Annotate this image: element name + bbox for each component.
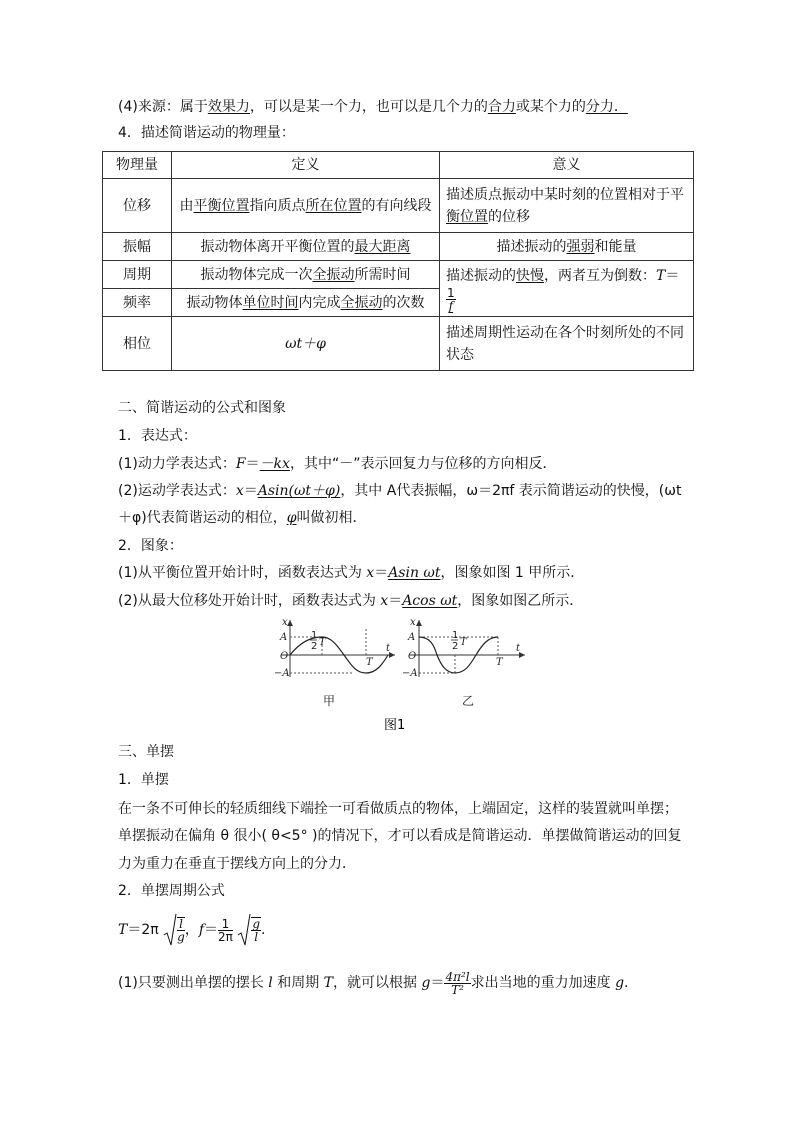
table-row: 振幅 振动物体离开平衡位置的最大距离 描述振动的强弱和能量: [103, 233, 694, 261]
section-2-title: 二、简谐运动的公式和图象: [118, 400, 286, 416]
source-line: (4)来源：属于效果力，可以是某一个力，也可以是几个力的合力或某个力的分力．: [118, 99, 628, 115]
table-row: 相位 ωt＋φ 描述周期性运动在各个时刻所处的不同状态: [103, 317, 694, 371]
figure-caption: 图1: [384, 718, 406, 733]
svg-text:A: A: [280, 632, 288, 643]
svg-text:x: x: [410, 617, 416, 628]
s3-period-formula: 2．单摆周期公式: [118, 883, 225, 899]
svg-text:T: T: [366, 657, 373, 668]
svg-text:T: T: [460, 637, 467, 648]
svg-text:O: O: [280, 651, 289, 662]
component-force: 分力．: [585, 99, 628, 115]
svg-text:O: O: [408, 651, 417, 662]
svg-text:1: 1: [311, 630, 318, 641]
header-meaning: 意义: [440, 152, 694, 179]
svg-text:t: t: [386, 643, 391, 654]
svg-text:甲: 甲: [323, 694, 336, 708]
pendulum-def-1: 在一条不可伸长的轻质细线下端拴一可看做质点的物体，上端固定，这样的装置就叫单摆；: [118, 801, 678, 817]
effect-force: 效果力: [207, 99, 250, 115]
s2-graph: 2．图象：: [118, 538, 183, 554]
table-row: 周期 振动物体完成一次全振动所需时间 描述振动的快慢，两者互为倒数：T＝ $\frac{1}{f}$: [103, 261, 694, 289]
section-3-title: 三、单摆: [118, 744, 174, 760]
svg-text:−A: −A: [402, 668, 418, 679]
svg-text:−A: −A: [274, 668, 290, 679]
header-definition: 定义: [172, 152, 440, 179]
svg-text:x: x: [282, 617, 288, 628]
pendulum-def-2: 单摆振动在偏角 θ 很小( θ<5° )的情况下，才可以看成是简谐运动．单摆做简谐运动的回复: [118, 828, 682, 844]
resultant-force: 合力: [487, 99, 516, 115]
svg-text:1: 1: [452, 630, 459, 641]
table-row: 频率 振动物体单位时间内完成全振动的次数: [103, 289, 694, 317]
svg-text:T: T: [319, 637, 326, 648]
graph-jia: [274, 617, 395, 708]
measure-line: (1)只要测出单摆的摆长 l 和周期 T，就可以根据 g＝ $\frac{\text{4π²l}}{\text{T²}}$ 求出当地的重力加速度 g.: [118, 969, 629, 997]
header-quantity: 物理量: [103, 152, 172, 179]
svg-text:T: T: [496, 657, 503, 668]
table-row: 位移 由平衡位置指向质点所在位置的有向线段 描述质点振动中某时刻的位置相对于平衡位置的位移: [103, 179, 694, 233]
graph-yi: [402, 617, 525, 708]
svg-text:2: 2: [311, 641, 318, 652]
s2-expression: 1．表达式：: [118, 428, 197, 444]
s3-pendulum: 1．单摆: [118, 772, 169, 788]
kinematics-line: (2)运动学表达式：x＝Asin(ωt＋φ)，其中 A代表振幅，ω＝2πf 表示简谐运动的快慢，(ωt: [118, 483, 682, 499]
svg-text:2: 2: [452, 641, 459, 652]
dynamics-line: (1)动力学表达式：F＝－kx，其中“－”表示回复力与位移的方向相反．: [118, 456, 557, 472]
period-formula: T＝2π $\frac{l}{g}$ ，f＝ $\frac{1}{2\pi}$ $\frac{g}{l}$ .: [118, 910, 265, 950]
kinematics-line-2: ＋φ)代表简谐运动的相位，φ叫做初相．: [118, 510, 367, 526]
quantities-table: [102, 151, 694, 371]
pendulum-def-3: 力为重力在垂直于摆线方向上的分力．: [118, 856, 356, 872]
svg-text:A: A: [408, 632, 416, 643]
heading-4: 4．描述简谐运动的物理量：: [118, 125, 295, 141]
graph-line-2: (2)从最大位移处开始计时，函数表达式为 x＝Acos ωt，图象如图乙所示．: [118, 593, 584, 609]
figure-1: [0, 615, 794, 735]
period-frequency-meaning: 描述振动的快慢，两者互为倒数：T＝ $\frac{1}{f}$: [440, 261, 694, 317]
svg-text:t: t: [516, 643, 521, 654]
svg-text:乙: 乙: [462, 694, 475, 708]
graph-line-1: (1)从平衡位置开始计时，函数表达式为 x＝Asin ωt，图象如图 1 甲所示．: [118, 565, 585, 581]
